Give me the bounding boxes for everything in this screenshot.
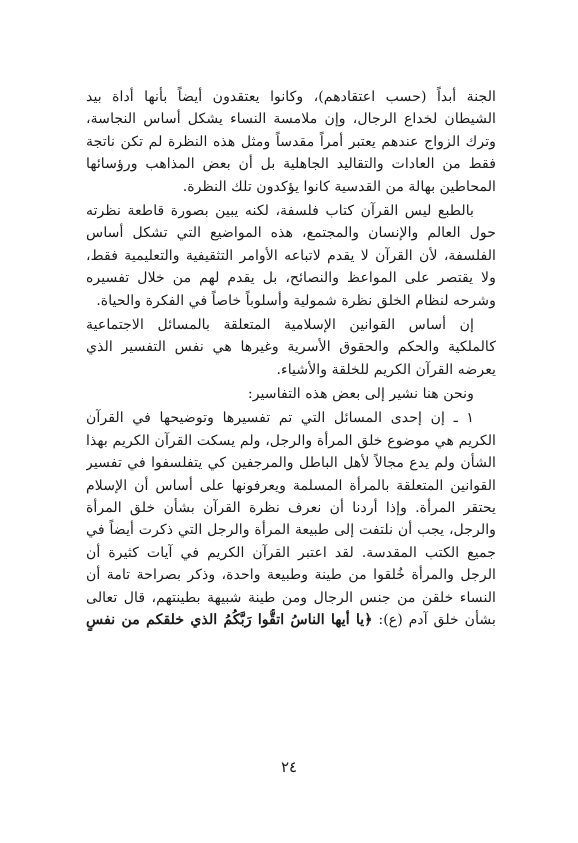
paragraph [86, 200, 496, 312]
text-line: وترك الزواج عندهم يعتبر أمراً مقدساً ومثل هذه النظرة لم تكن ناتجة [86, 133, 496, 150]
text-line: جميع الكتب المقدسة. لقد اعتبر القرآن الكريم في آيات كثيرة أن [86, 544, 496, 561]
text-line: يعرضه القرآن الكريم للخلقة والأشياء. [276, 361, 496, 378]
text-line: الكريم هي موضوع خلق المرأة والرجل، ولم يسكت القرآن الكريم بهذا [86, 432, 496, 449]
text-line: كالملكية والحكم والحقوق الأسرية وغيرها هي نفس التفسير الذي [86, 339, 496, 356]
paragraph [86, 407, 496, 631]
text-line: يحتقر المرأة. وإذا أردنا أن نعرف نظرة القرآن بشأن خلق المرأة [86, 500, 496, 517]
text-line: الفلسفة، لأن القرآن لا يقدم لاتباعه الأوامر التثقيفية والتعليمية فقط، [86, 247, 496, 264]
paragraph [86, 383, 496, 405]
text-line: الرجل والمرأة خُلقوا من طينة وطبيعة واحدة، وذكر بصراحة تامة أن [86, 567, 496, 584]
text-line: الشأن ولم يدع مجالاً لأهل الباطل والمرجفين كي يتفلسفوا في تفسير [86, 455, 496, 472]
text-line: ولا يقتصر على المواعظ والنصائح، بل يقدم لهم من خلال تفسيره [86, 270, 496, 287]
text-line: إن أساس القوانين الإسلامية المتعلقة بالمسائل الاجتماعية [86, 316, 474, 333]
text-line: القوانين المتعلقة بالمرأة المسلمة ويعرفونها على أساس أن الإسلام [86, 477, 496, 494]
text-line-with-verse [86, 609, 496, 631]
body-text [86, 86, 496, 633]
text-line: ١ ـ إن إحدى المسائل التي تم تفسيرها وتوضيحها في القرآن [86, 410, 474, 427]
paragraph [86, 314, 496, 381]
paragraph [86, 86, 496, 198]
text-line: الشيطان لخداع الرجال، وإن ملامسة النساء يشكل أساس النجاسة، [86, 111, 496, 128]
text-line: وشرحه لنظام الخلق نظرة شمولية وأسلوباً خاصاً في الفكرة والحياة. [96, 292, 496, 309]
text-line: بالطبع ليس القرآن كتاب فلسفة، لكنه يبين بصورة قاطعة نظرته [86, 202, 474, 219]
verse-intro: بشأن خلق آدم (ع): [372, 611, 496, 628]
text-line: الجنة أبداً (حسب اعتقادهم)، وكانوا يعتقدون أيضاً بأنها أداة بيد [86, 89, 496, 105]
text-line: ونحن هنا نشير إلى بعض هذه التفاسير: [247, 386, 474, 403]
text-line: النساء خلقن من جنس الرجال ومن طينة شبيهة بطينتهم، قال تعالى [86, 589, 496, 606]
quran-verse: ﴿يا أيها الناسُ اتقُّوا رَبَّكُمُ الذي خلقكم من نفسٍ [86, 611, 373, 628]
page-number: ٢٤ [280, 758, 298, 776]
text-line: فقط من العادات والتقاليد الجاهلية بل أن بعض المذاهب ورؤسائها [86, 156, 496, 173]
text-line: حول العالم والإنسان والمجتمع، هذه المواضيع التي تشكل أساس [86, 225, 496, 242]
text-line: المحاطين بهالة من القدسية كانوا يؤكدون تلك النظرة. [182, 178, 496, 195]
text-line: والرجل، يجب أن نلتفت إلى طبيعة المرأة والرجل التي ذكرت أيضاً في [86, 522, 496, 539]
